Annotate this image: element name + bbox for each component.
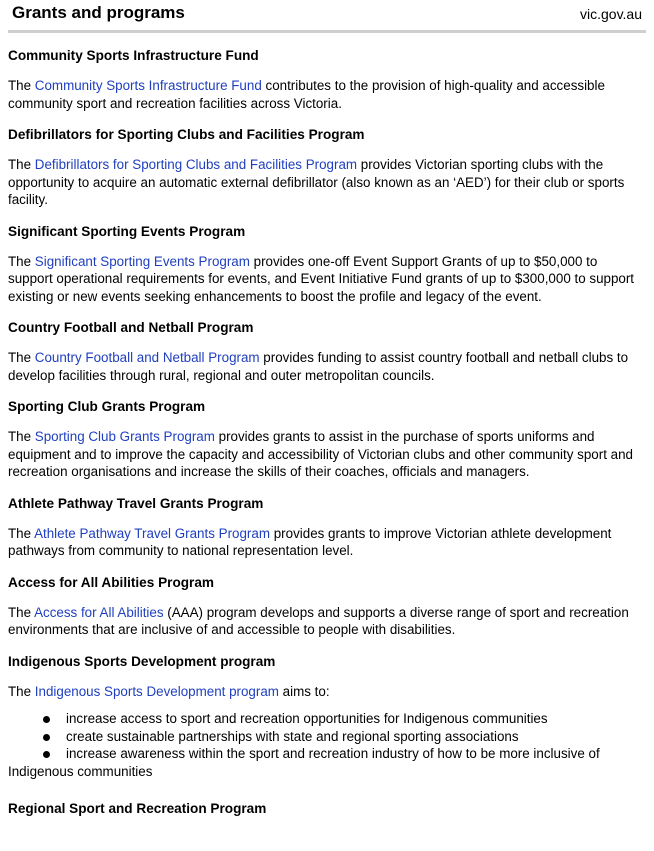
para-text: The [8,429,35,444]
link-athlete-pathway-travel-grants-program[interactable]: Athlete Pathway Travel Grants Program [34,525,270,541]
para-text: provides Victorian sporting clubs with the opportunity to acquire an automatic external defibrillator (also known as an ‘AED’) for their club or sports facility. [8,157,625,207]
link-sporting-club-grants-program[interactable]: Sporting Club Grants Program [34,429,215,444]
section-paragraph [8,253,644,306]
page-header [8,0,646,33]
section-heading: Defibrillators for Sporting Clubs and Facilities Program [8,127,365,142]
link-indigenous-sports-development-program[interactable]: Indigenous Sports Development program [34,683,279,699]
list-item [8,728,644,746]
section-defibrillators [8,126,644,209]
section-country-football-netball [8,319,644,384]
section-paragraph [8,156,644,209]
para-text: The [8,253,35,269]
content [8,47,644,818]
section-athlete-pathway-travel-grants [8,495,644,560]
section-paragraph [8,683,644,701]
para-text: The [8,157,35,172]
para-text: contributes to the provision of high-quality and accessible community sport and recreation facilities across Victoria. [8,78,605,111]
list-item-continuation [8,763,644,781]
para-text: provides funding to assist country football and netball clubs to develop facilities through rural, regional and outer metropolitan councils. [8,350,629,383]
list-item-text: increase access to sport and recreation opportunities for Indigenous communities [66,711,548,726]
para-text: The [8,350,35,365]
section-community-sports-infrastructure-fund [8,47,644,112]
section-heading: Access for All Abilities Program [8,574,214,590]
section-paragraph [8,525,644,560]
para-text: The [8,525,35,541]
section-paragraph [8,604,644,639]
section-heading: Indigenous Sports Development program [8,653,276,669]
section-heading: Community Sports Infrastructure Fund [8,48,259,63]
list-item [8,745,644,763]
bullet-icon [43,751,50,758]
section-heading: Sporting Club Grants Program [8,399,206,414]
bullet-icon [43,716,50,723]
section-regional-sport-recreation [8,800,644,818]
section-sporting-club-grants [8,398,644,481]
para-text: provides grants to assist in the purchase of sports uniforms and equipment and to improve the capacity and accessibility of Victorian clubs and other community sport and recreation organisations and increase the skills of their coaches, officials and managers. [8,429,633,479]
section-heading: Significant Sporting Events Program [8,223,246,239]
link-significant-sporting-events-program[interactable]: Significant Sporting Events Program [34,253,250,269]
section-heading: Athlete Pathway Travel Grants Program [8,495,264,511]
bullet-icon [43,734,50,741]
para-text: aims to: [278,683,330,699]
section-heading: Regional Sport and Recreation Program [8,801,267,816]
list-item-text: Indigenous communities [8,763,153,779]
section-paragraph [8,428,644,481]
site-name: vic.gov.au [580,6,642,22]
link-community-sports-infrastructure-fund[interactable]: Community Sports Infrastructure Fund [34,78,262,93]
list-item-text: increase awareness within the sport and recreation industry of how to be more inclusive of [66,746,600,761]
link-country-football-netball-program[interactable]: Country Football and Netball Program [34,350,260,365]
para-text: The [8,78,35,93]
para-text: provides grants to improve Victorian athlete development pathways from community to national representation level. [8,525,612,558]
para-text: The [8,604,35,620]
list-item-text: create sustainable partnerships with state and regional sporting associations [66,728,519,744]
list-item [8,710,644,728]
section-indigenous-sports-development [8,653,644,781]
section-significant-sporting-events [8,223,644,306]
para-text: The [8,683,35,699]
para-text: provides one-off Event Support Grants of up to $50,000 to support operational requirements for events, and Event Initiative Fund grants of up to $300,000 to support existing or new events seeking enhancements to boost the profile and legacy of the event. [8,253,635,304]
section-paragraph [8,77,644,112]
section-heading: Country Football and Netball Program [8,320,254,335]
link-access-for-all-abilities[interactable]: Access for All Abilities [34,604,164,620]
para-text: (AAA) program develops and supports a diverse range of sport and recreation environments that are inclusive of and accessible to people with disabilities. [8,604,629,637]
page-title: Grants and programs [12,3,185,22]
link-defibrillators-program[interactable]: Defibrillators for Sporting Clubs and Facilities Program [34,157,358,172]
bullet-list [8,710,644,780]
section-access-for-all-abilities [8,574,644,639]
section-paragraph [8,349,644,384]
